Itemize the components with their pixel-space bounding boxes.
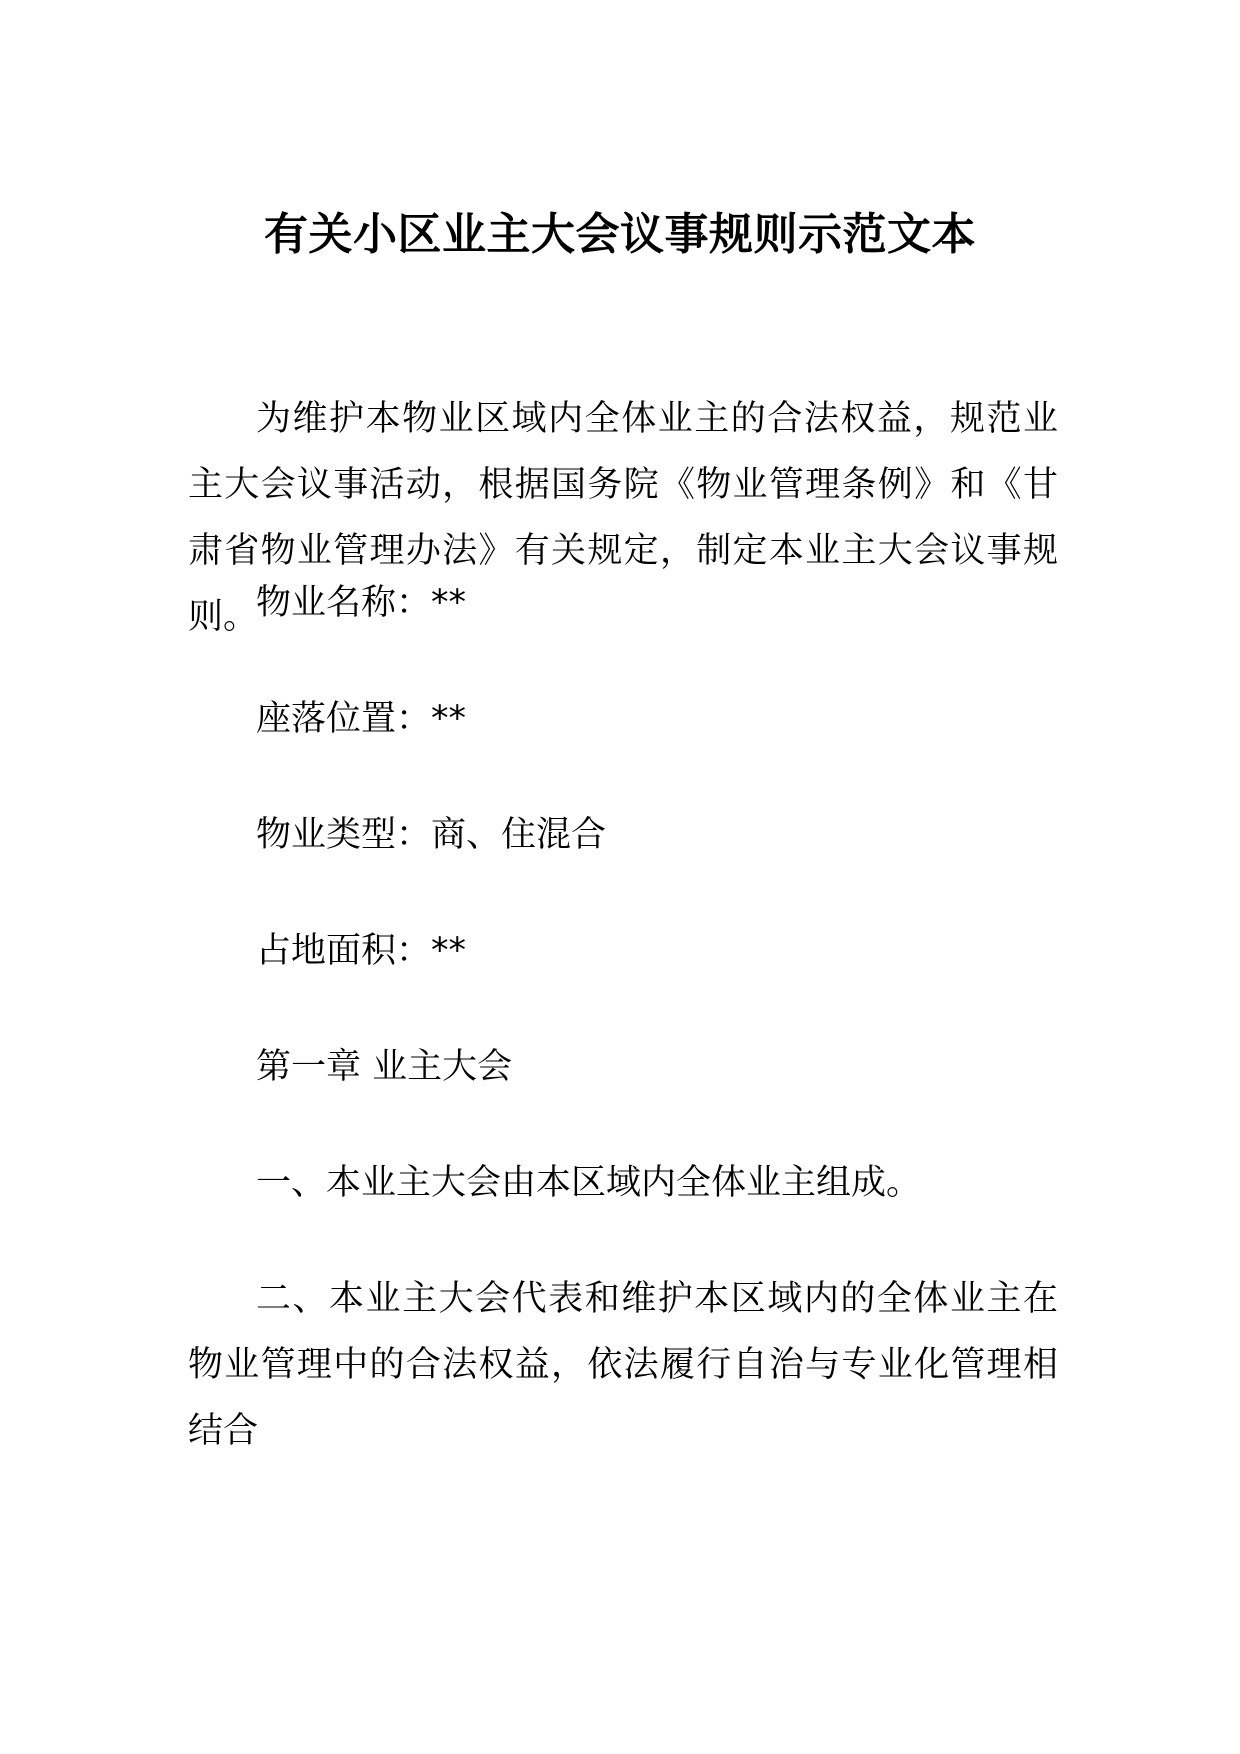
- article-item-one: 一、本业主大会由本区域内全体业主组成。: [256, 1163, 922, 1203]
- intro-paragraph: 为维护本物业区域内全体业主的合法权益，规范业主大会议事活动，根据国务院《物业管理条例》和《甘肃省物业管理办法》有关规定，制定本业主大会议事规则。: [188, 399, 1058, 637]
- field-property-type: 物业类型：商、住混合: [256, 815, 607, 855]
- field-property-name: 物业名称：**: [256, 583, 467, 623]
- chapter-heading: 第一章 业主大会: [256, 1047, 513, 1087]
- document-title: 有关小区业主大会议事规则示范文本: [264, 209, 976, 260]
- field-location: 座落位置：**: [256, 699, 467, 739]
- field-land-area: 占地面积：**: [256, 931, 467, 971]
- article-item-two: 二、本业主大会代表和维护本区域内的全体业主在物业管理中的合法权益，依法履行自治与专业化管理相结合: [188, 1279, 1058, 1451]
